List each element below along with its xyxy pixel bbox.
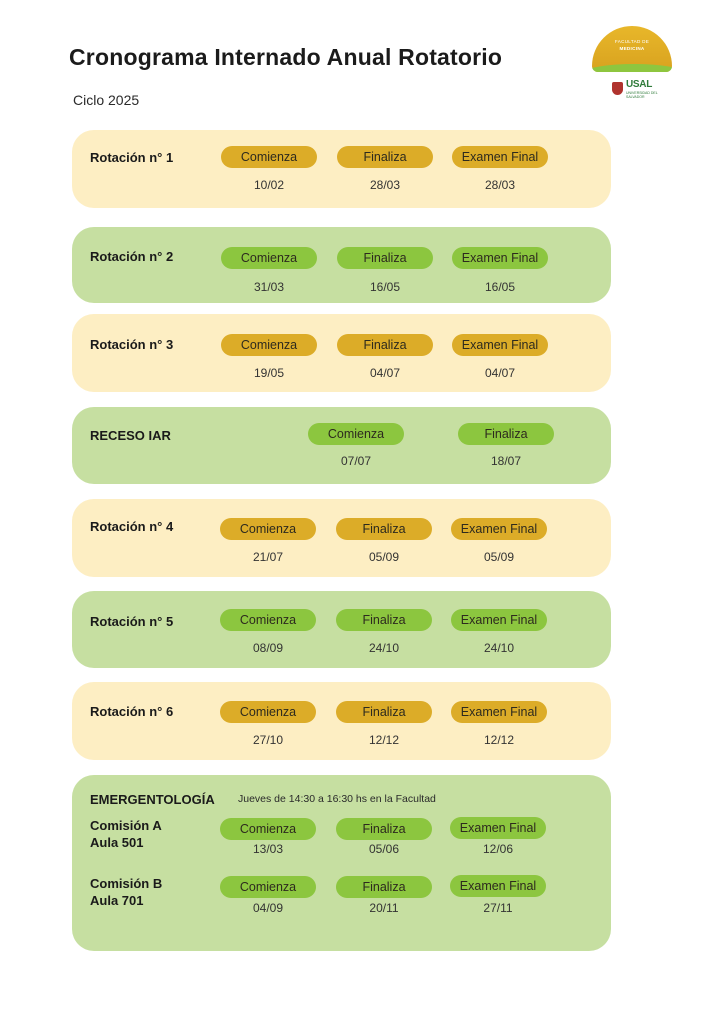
cycle-subtitle: Ciclo 2025 bbox=[73, 92, 140, 108]
faculty-logo bbox=[592, 26, 674, 102]
logo-line2: MEDICINA bbox=[619, 46, 645, 51]
end-pill: Finaliza bbox=[458, 423, 554, 445]
logo-swoosh bbox=[592, 64, 672, 72]
exam-date: 27/11 bbox=[483, 901, 513, 915]
rotation-card-5 bbox=[72, 591, 611, 668]
exam-pill: Examen Final bbox=[452, 247, 548, 269]
start-pill: Comienza bbox=[220, 701, 316, 723]
usal-tagline: UNIVERSIDAD DEL SALVADOR bbox=[626, 91, 658, 99]
end-pill: Finaliza bbox=[337, 146, 433, 168]
rotation-label: Rotación n° 5 bbox=[90, 614, 174, 629]
exam-date: 12/06 bbox=[482, 842, 514, 856]
start-pill: Comienza bbox=[220, 518, 316, 540]
rotation-label: Rotación n° 4 bbox=[90, 519, 174, 534]
exam-date: 16/05 bbox=[484, 280, 516, 294]
end-date: 28/03 bbox=[369, 178, 401, 192]
rotation-card-4 bbox=[72, 499, 611, 577]
exam-date: 04/07 bbox=[484, 366, 516, 380]
start-pill: Comienza bbox=[220, 609, 316, 631]
commission-name: Comisión B bbox=[90, 876, 163, 891]
start-date: 21/07 bbox=[252, 550, 284, 564]
exam-pill: Examen Final bbox=[452, 146, 548, 168]
exam-pill: Examen Final bbox=[452, 334, 548, 356]
start-pill: Comienza bbox=[308, 423, 404, 445]
receso-card bbox=[72, 407, 611, 484]
start-pill: Comienza bbox=[220, 818, 316, 840]
rotation-label: Rotación n° 1 bbox=[90, 150, 174, 165]
end-date: 18/07 bbox=[490, 454, 522, 468]
start-date: 07/07 bbox=[340, 454, 372, 468]
start-date: 31/03 bbox=[253, 280, 285, 294]
end-date: 16/05 bbox=[369, 280, 401, 294]
start-date: 08/09 bbox=[252, 641, 284, 655]
end-date: 20/11 bbox=[369, 901, 399, 915]
end-pill: Finaliza bbox=[336, 518, 432, 540]
end-pill: Finaliza bbox=[336, 609, 432, 631]
end-date: 12/12 bbox=[368, 733, 400, 747]
page-title: Cronograma Internado Anual Rotatorio bbox=[69, 44, 503, 70]
commission-b-label bbox=[90, 875, 162, 909]
commission-a-label bbox=[90, 817, 162, 851]
medicina-badge bbox=[592, 26, 672, 72]
rotation-label: Rotación n° 2 bbox=[90, 249, 174, 264]
end-pill: Finaliza bbox=[336, 701, 432, 723]
rotation-label: Rotación n° 6 bbox=[90, 704, 174, 719]
start-pill: Comienza bbox=[221, 334, 317, 356]
exam-date: 24/10 bbox=[483, 641, 515, 655]
exam-pill: Examen Final bbox=[450, 817, 546, 839]
logo-line1: FACULTAD DE bbox=[614, 39, 650, 44]
start-pill: Comienza bbox=[220, 876, 316, 898]
commission-room: Aula 501 bbox=[90, 835, 144, 850]
exam-pill: Examen Final bbox=[451, 609, 547, 631]
end-pill: Finaliza bbox=[337, 247, 433, 269]
end-pill: Finaliza bbox=[336, 876, 432, 898]
usal-logo bbox=[612, 79, 672, 99]
receso-label: RECESO IAR bbox=[90, 428, 171, 443]
schedule-note: Jueves de 14:30 a 16:30 hs en la Facultad bbox=[238, 793, 436, 805]
exam-pill: Examen Final bbox=[451, 701, 547, 723]
start-date: 27/10 bbox=[252, 733, 284, 747]
rotation-label: Rotación n° 3 bbox=[90, 337, 174, 352]
start-date: 10/02 bbox=[253, 178, 285, 192]
start-date: 13/03 bbox=[252, 842, 284, 856]
end-pill: Finaliza bbox=[337, 334, 433, 356]
end-date: 05/06 bbox=[368, 842, 400, 856]
rotation-card-3 bbox=[72, 314, 611, 392]
end-date: 04/07 bbox=[369, 366, 401, 380]
commission-room: Aula 701 bbox=[90, 893, 144, 908]
start-pill: Comienza bbox=[221, 146, 317, 168]
start-date: 04/09 bbox=[252, 901, 284, 915]
exam-pill: Examen Final bbox=[450, 875, 546, 897]
usal-name: USAL bbox=[626, 79, 653, 90]
start-pill: Comienza bbox=[221, 247, 317, 269]
exam-date: 12/12 bbox=[483, 733, 515, 747]
exam-date: 28/03 bbox=[484, 178, 516, 192]
rotation-card-1 bbox=[72, 130, 611, 208]
exam-date: 05/09 bbox=[483, 550, 515, 564]
end-pill: Finaliza bbox=[336, 818, 432, 840]
commission-name: Comisión A bbox=[90, 818, 162, 833]
end-date: 05/09 bbox=[368, 550, 400, 564]
emergentologia-label: EMERGENTOLOGÍA bbox=[90, 792, 215, 807]
emergentologia-card bbox=[72, 775, 611, 951]
end-date: 24/10 bbox=[368, 641, 400, 655]
rotation-card-6 bbox=[72, 682, 611, 760]
rotation-card-2 bbox=[72, 227, 611, 303]
start-date: 19/05 bbox=[253, 366, 285, 380]
exam-pill: Examen Final bbox=[451, 518, 547, 540]
crest-icon bbox=[612, 82, 623, 95]
